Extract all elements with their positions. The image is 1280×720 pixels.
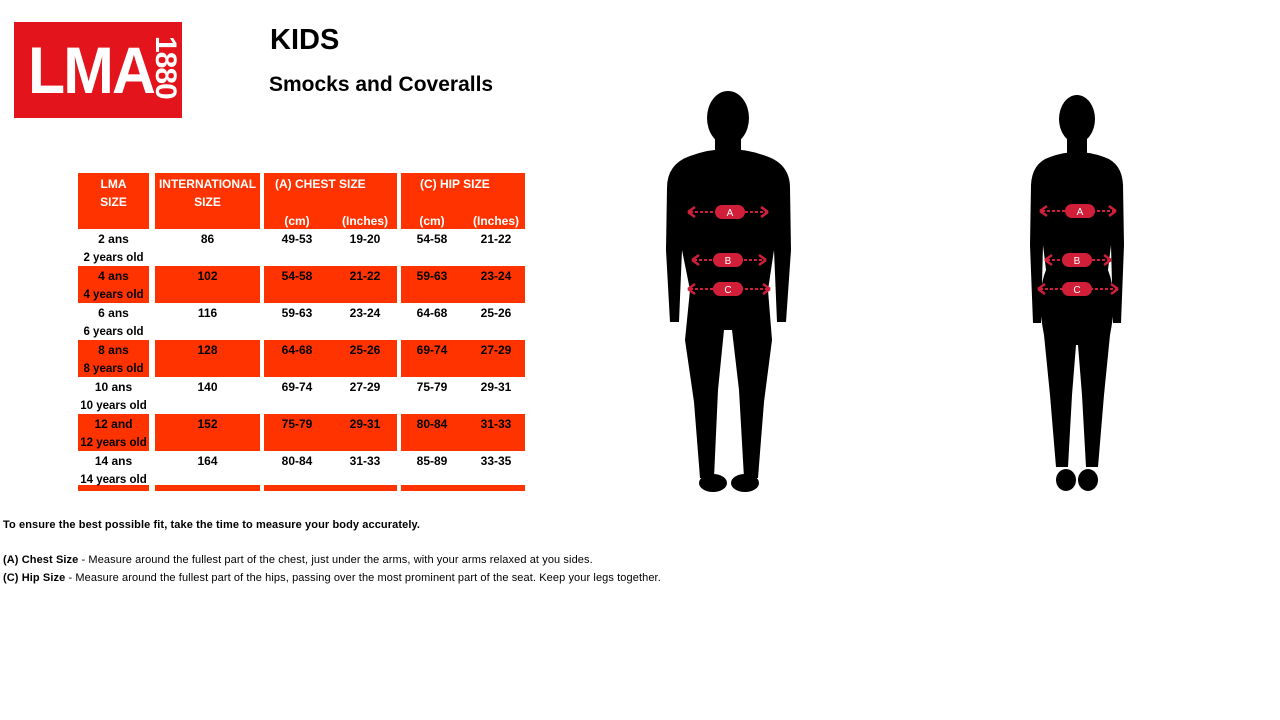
svg-text:C: C bbox=[724, 285, 732, 296]
row-international-size: 140 bbox=[197, 380, 218, 394]
page-title: KIDS bbox=[270, 24, 340, 56]
header-hip-inches: (Inches) bbox=[472, 214, 519, 228]
logo-year: 1880 bbox=[149, 36, 182, 99]
row-hip-inches: 25-26 bbox=[480, 306, 512, 320]
intro-note bbox=[3, 519, 420, 531]
svg-text:B: B bbox=[724, 256, 732, 267]
row-lma-size: 10 ans bbox=[94, 380, 133, 394]
male-body-figure bbox=[660, 90, 800, 495]
table-bottom-strip bbox=[264, 485, 397, 491]
female-body-figure bbox=[1022, 95, 1132, 495]
chest-note bbox=[3, 554, 593, 566]
row-international-size: 116 bbox=[197, 306, 218, 320]
row-lma-years: 8 years old bbox=[83, 363, 144, 375]
row-lma-years: 10 years old bbox=[80, 400, 147, 412]
row-lma-size: 4 ans bbox=[98, 269, 129, 283]
hip-note-text: - Measure around the fullest part of the hips, passing over the most prominent part of the seat. Keep your legs together. bbox=[65, 572, 661, 584]
intro-text: To ensure the best possible fit, take the time to measure your body accurately. bbox=[3, 519, 421, 531]
row-chest-cm: 64-68 bbox=[281, 343, 313, 357]
row-lma-size: 2 ans bbox=[98, 232, 129, 246]
row-chest-inches: 23-24 bbox=[349, 306, 381, 320]
svg-text:B: B bbox=[1073, 256, 1081, 267]
row-lma-years: 12 years old bbox=[80, 437, 147, 449]
svg-text:C: C bbox=[1073, 285, 1081, 296]
row-chest-inches: 31-33 bbox=[349, 454, 381, 468]
header-chest-inches: (Inches) bbox=[341, 214, 388, 228]
row-hip-cm: 64-68 bbox=[416, 306, 448, 320]
header-hip-cm: (cm) bbox=[419, 214, 445, 228]
table-bottom-strip bbox=[155, 485, 260, 491]
row-chest-cm: 54-58 bbox=[281, 269, 313, 283]
row-lma-size: 8 ans bbox=[98, 343, 129, 357]
row-lma-years: 6 years old bbox=[83, 326, 144, 338]
row-hip-cm: 54-58 bbox=[416, 232, 448, 246]
row-hip-inches: 33-35 bbox=[480, 454, 512, 468]
row-chest-inches: 21-22 bbox=[349, 269, 381, 283]
table-bottom-strip bbox=[401, 485, 525, 491]
row-chest-inches: 25-26 bbox=[349, 343, 381, 357]
page-subtitle: Smocks and Coveralls bbox=[269, 73, 494, 96]
row-lma-years: 2 years old bbox=[83, 252, 144, 264]
row-international-size: 152 bbox=[197, 417, 218, 431]
chest-note-text: - Measure around the fullest part of the chest, just under the arms, with your arms relaxed at you sides. bbox=[78, 554, 593, 566]
row-international-size: 102 bbox=[197, 269, 218, 283]
row-international-size: 86 bbox=[200, 232, 215, 246]
header-chest-size: (A) CHEST SIZE bbox=[275, 177, 366, 191]
row-hip-cm: 80-84 bbox=[416, 417, 448, 431]
hip-note-label: (C) Hip Size bbox=[3, 572, 66, 584]
header-lma-size: LMA SIZE bbox=[100, 177, 127, 209]
row-lma-years: 14 years old bbox=[80, 474, 147, 486]
row-hip-inches: 21-22 bbox=[480, 232, 512, 246]
row-lma-size: 14 ans bbox=[94, 454, 133, 468]
svg-text:A: A bbox=[1076, 207, 1084, 218]
row-hip-cm: 69-74 bbox=[416, 343, 448, 357]
row-hip-cm: 85-89 bbox=[416, 454, 448, 468]
row-hip-inches: 29-31 bbox=[480, 380, 512, 394]
row-lma-size: 12 and bbox=[94, 417, 133, 431]
lma-logo bbox=[14, 22, 182, 118]
row-hip-inches: 23-24 bbox=[480, 269, 512, 283]
row-international-size: 128 bbox=[197, 343, 218, 357]
row-international-size: 164 bbox=[197, 454, 218, 468]
header-chest-cm: (cm) bbox=[284, 214, 310, 228]
header-hip-size: (C) HIP SIZE bbox=[420, 177, 490, 191]
row-chest-inches: 19-20 bbox=[349, 232, 381, 246]
logo-text: LMA bbox=[28, 33, 155, 107]
row-hip-cm: 75-79 bbox=[416, 380, 448, 394]
svg-text:A: A bbox=[726, 208, 734, 219]
row-chest-cm: 49-53 bbox=[281, 232, 313, 246]
row-chest-cm: 80-84 bbox=[281, 454, 313, 468]
row-hip-inches: 27-29 bbox=[480, 343, 512, 357]
row-hip-inches: 31-33 bbox=[480, 417, 512, 431]
row-chest-inches: 27-29 bbox=[349, 380, 381, 394]
row-hip-cm: 59-63 bbox=[416, 269, 448, 283]
row-chest-inches: 29-31 bbox=[349, 417, 381, 431]
row-lma-years: 4 years old bbox=[83, 289, 144, 301]
row-lma-size: 6 ans bbox=[98, 306, 129, 320]
row-chest-cm: 69-74 bbox=[281, 380, 313, 394]
row-chest-cm: 59-63 bbox=[281, 306, 313, 320]
header-international-size: INTERNATIONAL SIZE bbox=[158, 177, 257, 209]
hip-note bbox=[3, 572, 661, 584]
row-chest-cm: 75-79 bbox=[281, 417, 313, 431]
chest-note-label: (A) Chest Size bbox=[3, 554, 79, 566]
